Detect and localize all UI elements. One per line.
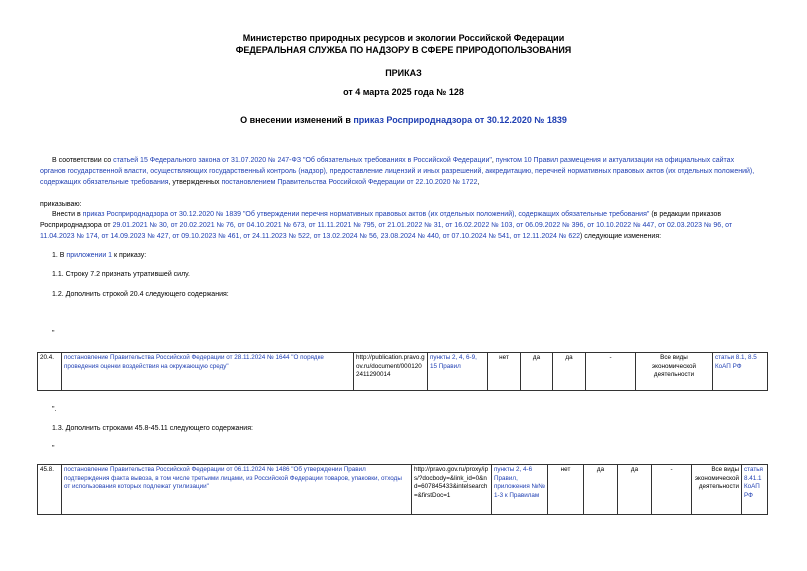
quote-close-1: ". <box>52 406 57 413</box>
text: к приказу: <box>112 252 147 259</box>
table-row-45-8 <box>37 464 768 515</box>
order-word: приказываю: <box>40 201 82 208</box>
cell-num: 45.8. <box>38 465 62 515</box>
cell-url: http://publication.pravo.gov.ru/document/0001202411290014 <box>354 353 428 391</box>
rules-link[interactable]: пунктом 10 Правил размещения и актуализации на официальных сайтах <box>495 157 735 164</box>
quote-open-2: " <box>52 445 55 452</box>
ministry-name: Министерство природных ресурсов и экологии Российской Федерации <box>242 33 565 43</box>
cell-c8: - <box>652 465 692 515</box>
main-line-1 <box>52 210 721 220</box>
cell-points[interactable]: пункты 2, 4, 6-9, 15 Правил <box>428 353 488 391</box>
text: 1. В <box>52 252 67 259</box>
quote-open-1: " <box>52 330 55 337</box>
cell-num: 20.4. <box>38 353 62 391</box>
cell-activity: Все виды экономической деятельности <box>692 465 742 515</box>
preamble-line-1 <box>52 156 734 166</box>
rules-link-cont[interactable]: органов государственной власти, осуществляющих государственный контроль (надзор), предоставление лицензий и иных разрешений, аккредитацию, перечней нормативных правовых актов (их отдельных положений), <box>40 168 755 175</box>
main-line-2 <box>40 221 732 231</box>
doc-date: от 4 марта 2025 года № 128 <box>343 87 464 97</box>
rules-link-end[interactable]: содержащих обязательные требования <box>40 179 169 186</box>
amendments-link[interactable]: 29.01.2021 № 30, от 20.02.2021 № 76, от 04.10.2021 № 673, от 11.11.2021 № 795, от 21.01.2022 № 31, от 16.02.2022 № 103, от 06.09.2022 № 396, от 10.10.2022 № 447, от 02.03.2023 № 96, от <box>112 222 733 229</box>
cell-koap[interactable]: статья 8.41.1 КоАП РФ <box>742 465 768 515</box>
appendix-link[interactable]: приложении 1 <box>66 252 113 259</box>
text: Росприроднадзора от <box>40 222 113 229</box>
cell-c7: да <box>553 353 586 391</box>
preamble-line-2 <box>40 167 754 177</box>
cell-c6: да <box>521 353 553 391</box>
doc-type: ПРИКАЗ <box>385 68 422 78</box>
cell-act[interactable]: постановление Правительства Российской Федерации от 06.11.2024 № 1486 "Об утверждении Правил подтверждения факта вывоза, в том числе третьими лицами, из Российской Федерации товаров, упаковки, отходы от использования которых подлежат утилизации" <box>62 465 412 515</box>
law-link[interactable]: статьей 15 Федерального закона от 31.07.2020 № 247-ФЗ "Об обязательных требованиях в Российской Федерации" <box>113 157 492 164</box>
cell-url: http://pravo.gov.ru/proxy/ips/?docbody=&link_id=0&nd=607845433&intelsearch=&firstDoc=1 <box>412 465 492 515</box>
title-prefix: О внесении изменений в <box>240 115 354 125</box>
item-1-1: 1.1. Строку 7.2 признать утратившей силу. <box>52 271 190 278</box>
preamble-line-3 <box>40 178 479 188</box>
text: В соответствии со <box>52 157 114 164</box>
main-line-3 <box>40 232 661 242</box>
cell-c7: да <box>618 465 652 515</box>
table-row-20-4 <box>37 352 768 391</box>
cell-activity: Все виды экономической деятельности <box>636 353 713 391</box>
cell-koap[interactable]: статьи 8.1, 8.5 КоАП РФ <box>713 353 768 391</box>
text: , <box>477 179 480 186</box>
item-1-3: 1.3. Дополнить строками 45.8-45.11 следующего содержания: <box>52 425 253 432</box>
order-link[interactable]: приказ Росприроднадзора от 30.12.2020 № 1839 "Об утверждении перечня нормативных правовых актов (их отдельных положений), содержащих обязательные требования" <box>82 211 650 218</box>
text: , <box>491 157 496 164</box>
decree-link[interactable]: постановлением Правительства Российской Федерации от 22.10.2020 № 1722 <box>221 179 478 186</box>
title-link[interactable]: приказ Росприроднадзора от 30.12.2020 № 1839 <box>353 115 567 125</box>
doc-title <box>0 115 807 125</box>
amendments-link-cont[interactable]: 11.04.2023 № 174, от 14.09.2023 № 427, от 09.10.2023 № 461, от 24.11.2023 № 522, от 13.02.2024 № 56, 23.08.2024 № 440, от 07.10.2024 № 541, от 12.11.2024 № 622 <box>40 233 581 240</box>
text: ) следующие изменения: <box>580 233 662 240</box>
service-name: ФЕДЕРАЛЬНАЯ СЛУЖБА ПО НАДЗОРУ В СФЕРЕ ПРИРОДОПОЛЬЗОВАНИЯ <box>235 45 572 55</box>
cell-c6: да <box>584 465 618 515</box>
item-1-2: 1.2. Дополнить строкой 20.4 следующего содержания: <box>52 291 229 298</box>
cell-points[interactable]: пункты 2, 4-6 Правил, приложения №№ 1-3 к Правилам <box>492 465 548 515</box>
cell-c5: нет <box>548 465 584 515</box>
cell-c5: нет <box>488 353 521 391</box>
item-1 <box>52 251 146 261</box>
cell-c8: - <box>586 353 636 391</box>
cell-act[interactable]: постановление Правительства Российской Федерации от 28.11.2024 № 1644 "О порядке проведения оценки воздействия на окружающую среду" <box>62 353 354 391</box>
text: (в редакции приказов <box>649 211 722 218</box>
text: , утвержденных <box>168 179 222 186</box>
text: Внести в <box>52 211 83 218</box>
